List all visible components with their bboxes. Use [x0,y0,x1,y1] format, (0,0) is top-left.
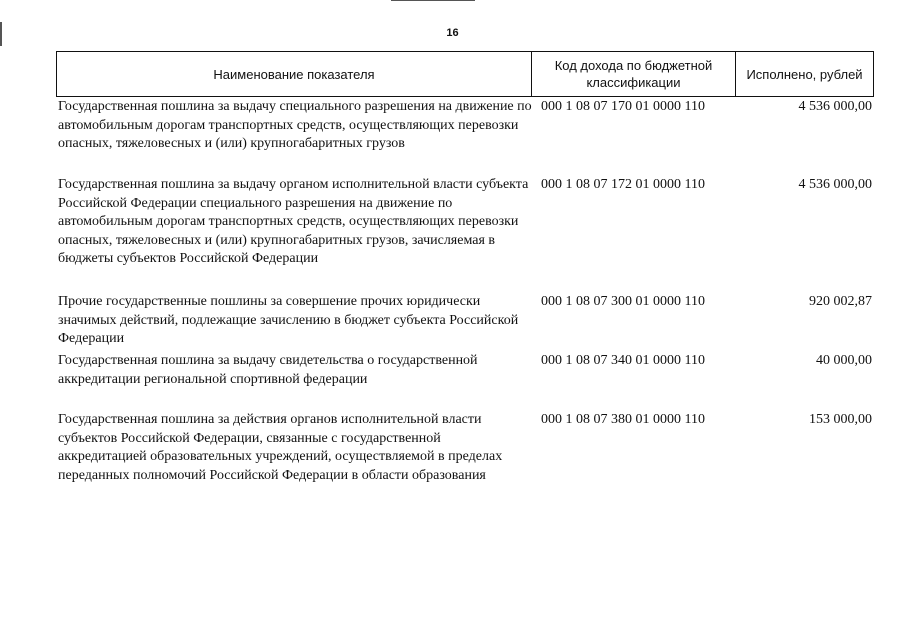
row-name: Государственная пошлина за выдачу органом исполнительной власти субъекта Российской Федерации специального разрешения на движение по автомобильным дорогам транспортных средств, осуществляющих перевозки опасных, тяжеловесных и (или) крупногабаритных грузов, зачисляемая в бюджеты субъектов Российской Федерации [58,177,529,267]
row-name: Государственная пошлина за выдачу специального разрешения на движение по автомобильным дорогам транспортных средств, осуществляющих перевозки опасных, тяжеловесных и (или) крупногабаритных грузов [58,99,532,152]
row-code: 000 1 08 07 172 01 0000 110 [541,177,705,192]
row-amount: 4 536 000,00 [798,99,872,114]
row-code: 000 1 08 07 380 01 0000 110 [541,412,705,427]
page-number: 16 [446,27,459,39]
column-header-amount: Исполнено, рублей [735,52,873,96]
row-amount: 153 000,00 [809,412,872,427]
column-header-code: Код дохода по бюджетной классификации [531,52,735,96]
row-amount: 40 000,00 [816,353,872,368]
row-name: Прочие государственные пошлины за совершение прочих юридически значимых действий, подлежащие зачислению в бюджет субъекта Российской Федерации [58,294,519,347]
row-code: 000 1 08 07 340 01 0000 110 [541,353,705,368]
row-code: 000 1 08 07 300 01 0000 110 [541,294,705,309]
scan-line-top [391,0,475,1]
table-header [56,51,874,97]
column-header-name: Наименование показателя [213,66,375,82]
row-code: 000 1 08 07 170 01 0000 110 [541,99,705,114]
row-name: Государственная пошлина за выдачу свидетельства о государственной аккредитации региональной спортивной федерации [58,353,478,387]
row-amount: 4 536 000,00 [798,177,872,192]
row-name: Государственная пошлина за действия органов исполнительной власти субъектов Российской Федерации, связанные с государственной аккредитацией образовательных учреждений, осуществляемой в пределах переданных полномочий Российской Федерации в области образования [58,412,503,483]
row-amount: 920 002,87 [809,294,872,309]
